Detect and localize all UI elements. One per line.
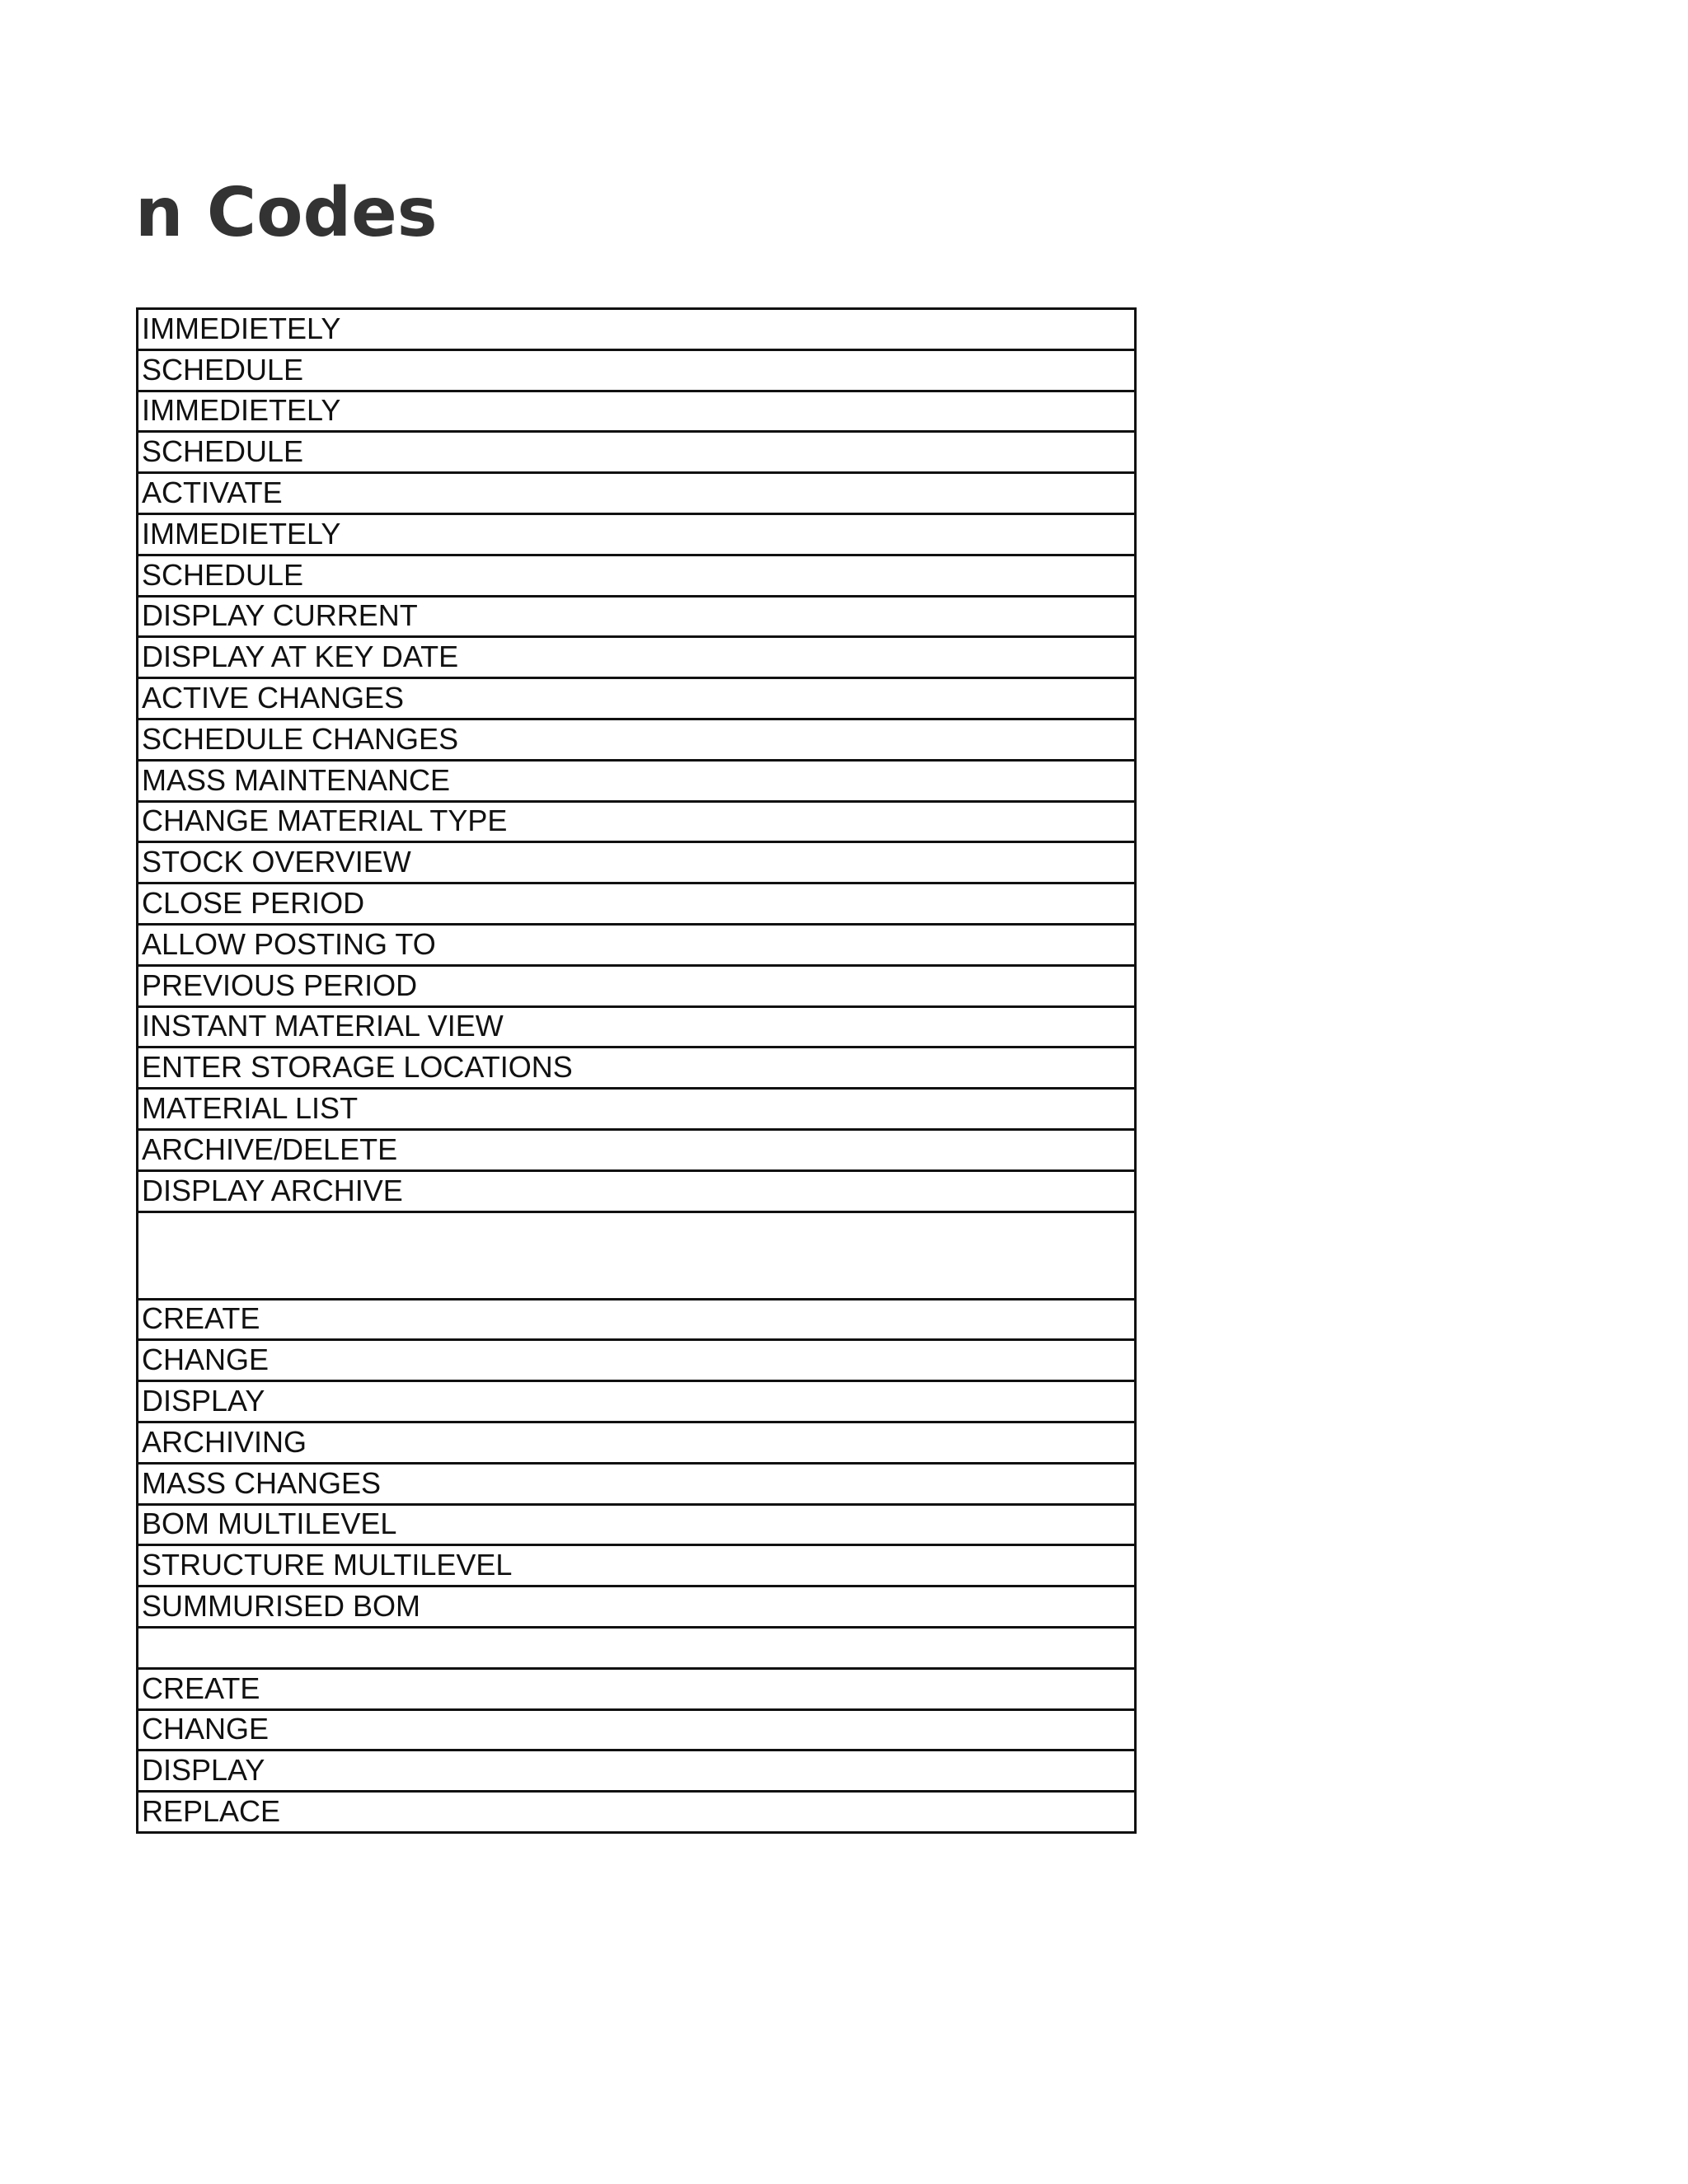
table-row xyxy=(138,1422,1136,1463)
table-cell: INSTANT MATERIAL VIEW xyxy=(138,1006,1136,1047)
table-cell: ACTIVATE xyxy=(138,473,1136,514)
table-row xyxy=(138,1668,1136,1709)
table-row xyxy=(138,1089,1136,1130)
table-row xyxy=(138,1006,1136,1047)
codes-table xyxy=(136,307,1137,1834)
table-cell: DISPLAY ARCHIVE xyxy=(138,1170,1136,1212)
table-row xyxy=(138,719,1136,760)
table-cell: CHANGE xyxy=(138,1709,1136,1750)
table-cell: BOM MULTILEVEL xyxy=(138,1504,1136,1545)
table-row xyxy=(138,1299,1136,1340)
table-row xyxy=(138,432,1136,473)
table-row xyxy=(138,965,1136,1006)
table-cell: SCHEDULE xyxy=(138,432,1136,473)
table-cell: STRUCTURE MULTILEVEL xyxy=(138,1545,1136,1586)
table-cell: MASS CHANGES xyxy=(138,1463,1136,1504)
table-cell: IMMEDIETELY xyxy=(138,513,1136,555)
table-cell: REPLACE xyxy=(138,1792,1136,1833)
table-row xyxy=(138,555,1136,596)
table-row xyxy=(138,1792,1136,1833)
table-cell: SCHEDULE CHANGES xyxy=(138,719,1136,760)
table-cell: CREATE xyxy=(138,1299,1136,1340)
table-row xyxy=(138,637,1136,678)
table-row xyxy=(138,473,1136,514)
table-row xyxy=(138,1047,1136,1089)
table-row xyxy=(138,596,1136,637)
table-cell: SUMMURISED BOM xyxy=(138,1586,1136,1628)
table-row xyxy=(138,1381,1136,1422)
table-row xyxy=(138,1340,1136,1381)
table-row xyxy=(138,1463,1136,1504)
table-row xyxy=(138,349,1136,391)
table-row xyxy=(138,1170,1136,1212)
table-cell: MATERIAL LIST xyxy=(138,1089,1136,1130)
table-cell xyxy=(138,1212,1136,1299)
table-row xyxy=(138,1129,1136,1170)
table-cell: IMMEDIETELY xyxy=(138,391,1136,432)
table-cell: ARCHIVE/DELETE xyxy=(138,1129,1136,1170)
table-cell: ALLOW POSTING TO xyxy=(138,924,1136,965)
table-row xyxy=(138,1586,1136,1628)
table-row-empty xyxy=(138,1212,1136,1299)
table-row xyxy=(138,924,1136,965)
table-row xyxy=(138,883,1136,925)
table-cell: STOCK OVERVIEW xyxy=(138,842,1136,883)
table-cell: CREATE xyxy=(138,1668,1136,1709)
table-cell: SCHEDULE xyxy=(138,349,1136,391)
table-row xyxy=(138,309,1136,350)
table-cell: IMMEDIETELY xyxy=(138,309,1136,350)
table-cell: PREVIOUS PERIOD xyxy=(138,965,1136,1006)
table-cell: DISPLAY CURRENT xyxy=(138,596,1136,637)
page-title: n Codes xyxy=(135,174,438,252)
table-cell: DISPLAY AT KEY DATE xyxy=(138,637,1136,678)
table-row xyxy=(138,760,1136,801)
table-row xyxy=(138,678,1136,719)
table-cell: CHANGE xyxy=(138,1340,1136,1381)
table-cell: CHANGE MATERIAL TYPE xyxy=(138,801,1136,842)
table-cell: ACTIVE CHANGES xyxy=(138,678,1136,719)
table-cell: CLOSE PERIOD xyxy=(138,883,1136,925)
table-row xyxy=(138,801,1136,842)
table-cell xyxy=(138,1627,1136,1668)
table-cell: SCHEDULE xyxy=(138,555,1136,596)
table-cell: ARCHIVING xyxy=(138,1422,1136,1463)
table-row xyxy=(138,1750,1136,1792)
table-cell: MASS MAINTENANCE xyxy=(138,760,1136,801)
table-row-empty xyxy=(138,1627,1136,1668)
table-row xyxy=(138,1504,1136,1545)
table-cell: DISPLAY xyxy=(138,1750,1136,1792)
table-row xyxy=(138,1709,1136,1750)
table-row xyxy=(138,1545,1136,1586)
table-row xyxy=(138,513,1136,555)
table-cell: ENTER STORAGE LOCATIONS xyxy=(138,1047,1136,1089)
table-row xyxy=(138,391,1136,432)
table-row xyxy=(138,842,1136,883)
table-cell: DISPLAY xyxy=(138,1381,1136,1422)
